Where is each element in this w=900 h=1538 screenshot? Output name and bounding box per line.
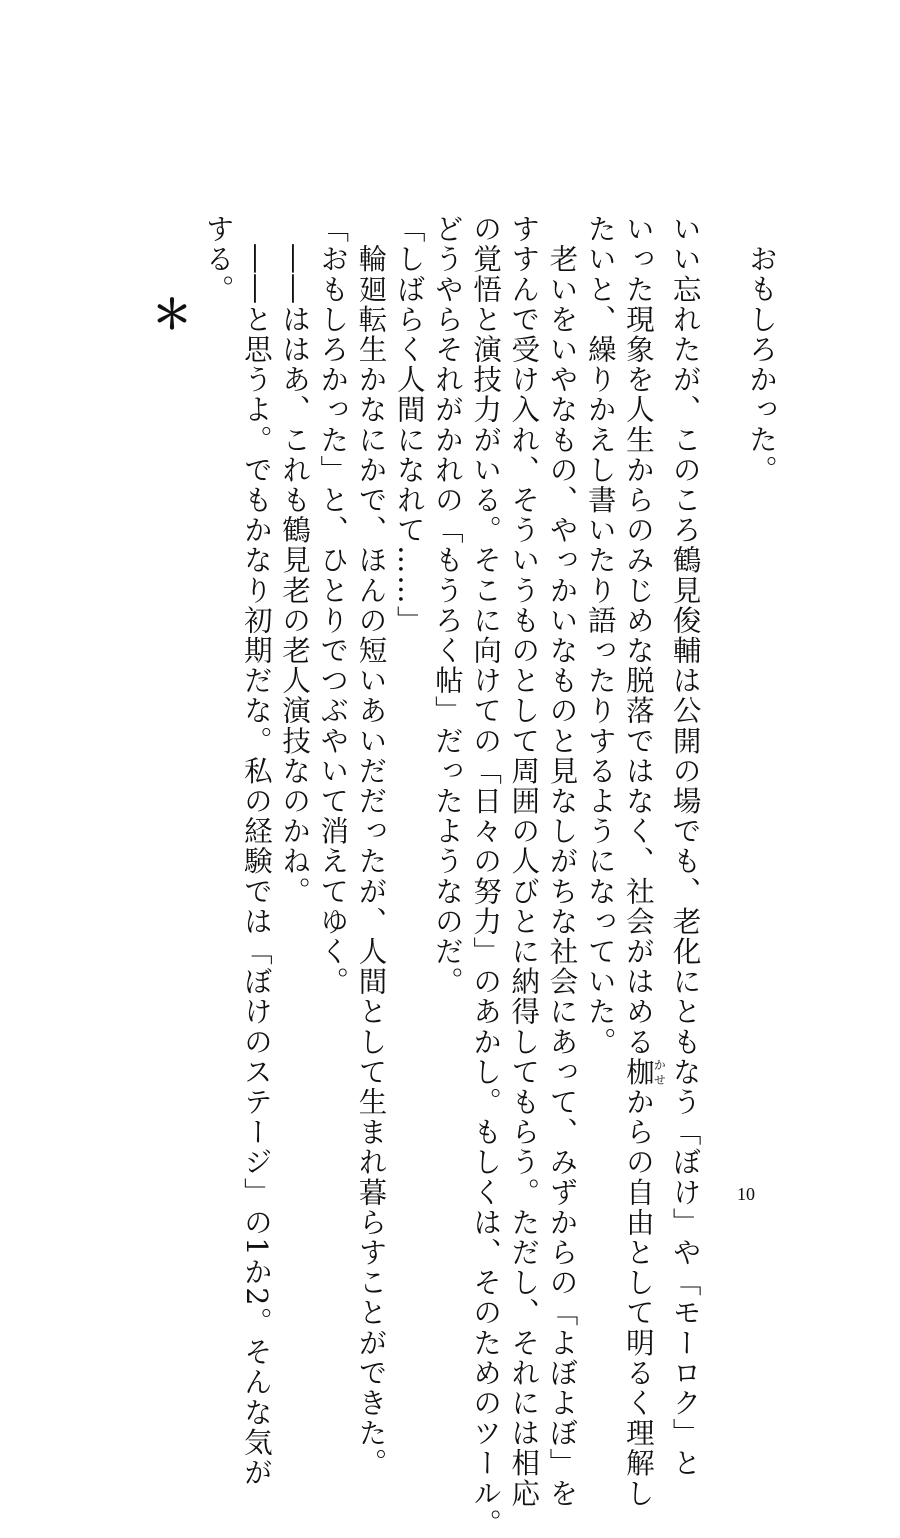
text-column: ――ははあ、これも鶴見老の老人演技なのかね。 (278, 214, 312, 907)
text-column: すすんで受け入れ、そういうものとして周囲の人びとに納得してもらう。ただし、それには相応 (507, 214, 541, 1509)
text-column: いい忘れたが、このころ鶴見俊輔は公開の場でも、老化にともなう「ぼけ」や「モーロク」と (668, 214, 702, 1479)
page-number: 10 (737, 1184, 755, 1204)
text-column: の覚悟と演技力がいる。そこに向けての「日々の努力」のあかし。もしくは、そのためのツール。 (469, 214, 503, 1538)
text-segment: いった現象を人生からのみじめな脱落ではなく、社会がはめる (621, 214, 655, 1057)
text-column: たいと、繰りかえし書いたり語ったりするようになっていた。 (583, 214, 617, 1057)
text-column: 輪廻転生かなにかで、ほんの短いあいだだったが、人間として生まれ暮らすことができた。 (354, 214, 388, 1479)
text-column: 老いをいやなもの、やっかいなものと見なしがちな社会にあって、みずからの「よぼよぼ」を (545, 214, 579, 1509)
text-column-with-ruby (619, 214, 667, 1509)
text-column: 「おもしろかった」と、ひとりでつぶやいて消えてゆく。 (316, 214, 350, 997)
ruby-base: 枷 (621, 1056, 655, 1087)
ruby-reading: かせ (652, 1056, 667, 1087)
text-segment: からの自由として明るく理解し (621, 1086, 655, 1509)
text-column: どうやらそれがかれの「もうろく帖」だったようなのだ。 (430, 214, 464, 997)
ruby-annotation (621, 1056, 667, 1087)
blank-column (704, 214, 742, 1174)
text-column: ――と思うよ。でもかなり初期だな。私の経験では「ぼけのステージ」の1か2。そんな気が (239, 214, 273, 1488)
text-column: おもしろかった。 (745, 244, 778, 485)
section-separator-asterisk: ＊ (152, 292, 192, 338)
text-column: 「しばらく人間になれて……」 (392, 214, 426, 636)
text-column: する。 (201, 214, 235, 305)
